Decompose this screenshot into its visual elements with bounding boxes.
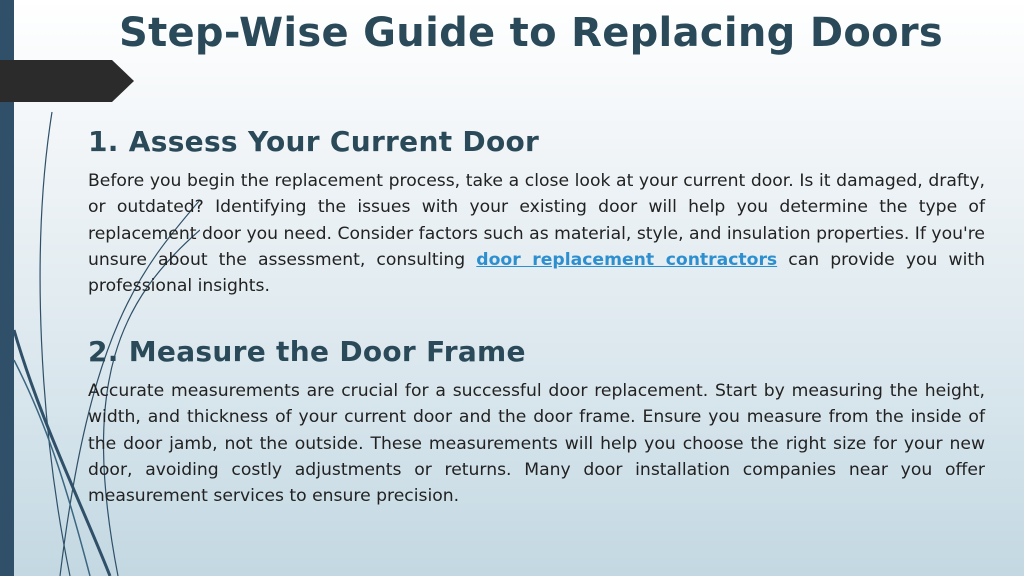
body-text: can provide you with professional insights.: [88, 249, 985, 297]
section-measure-frame: [88, 335, 985, 509]
section-heading: 1. Assess Your Current Door: [88, 125, 540, 158]
section-body: [88, 168, 985, 299]
slide-title: Step-Wise Guide to Replacing Doors: [118, 10, 944, 56]
section-heading: 2. Measure the Door Frame: [88, 335, 526, 368]
door-replacement-contractors-link[interactable]: door replacement contractors: [476, 249, 778, 270]
section-body: Accurate measurements are crucial for a successful door replacement. Start by measuring the height, width, and thickness of your current door and the door frame. Ensure you measure from the inside of the door jamb, not the outside. These measurements will help you choose the right size for your new door, avoiding costly adjustments or returns. Many door installation companies near you offer measurement services to ensure precision.: [88, 381, 985, 507]
section-assess-door: [88, 125, 985, 299]
arrow-tab-icon: [0, 60, 134, 102]
body-text: Before you begin the replacement process, take a close look at your current door. Is it damaged, drafty, or outdated? Identifying the issues with your existing door will help you determine the type of replacement door you need. Consider factors such as material, style, and insulation properties. If you're unsure about the assessment, consulting: [88, 171, 985, 270]
